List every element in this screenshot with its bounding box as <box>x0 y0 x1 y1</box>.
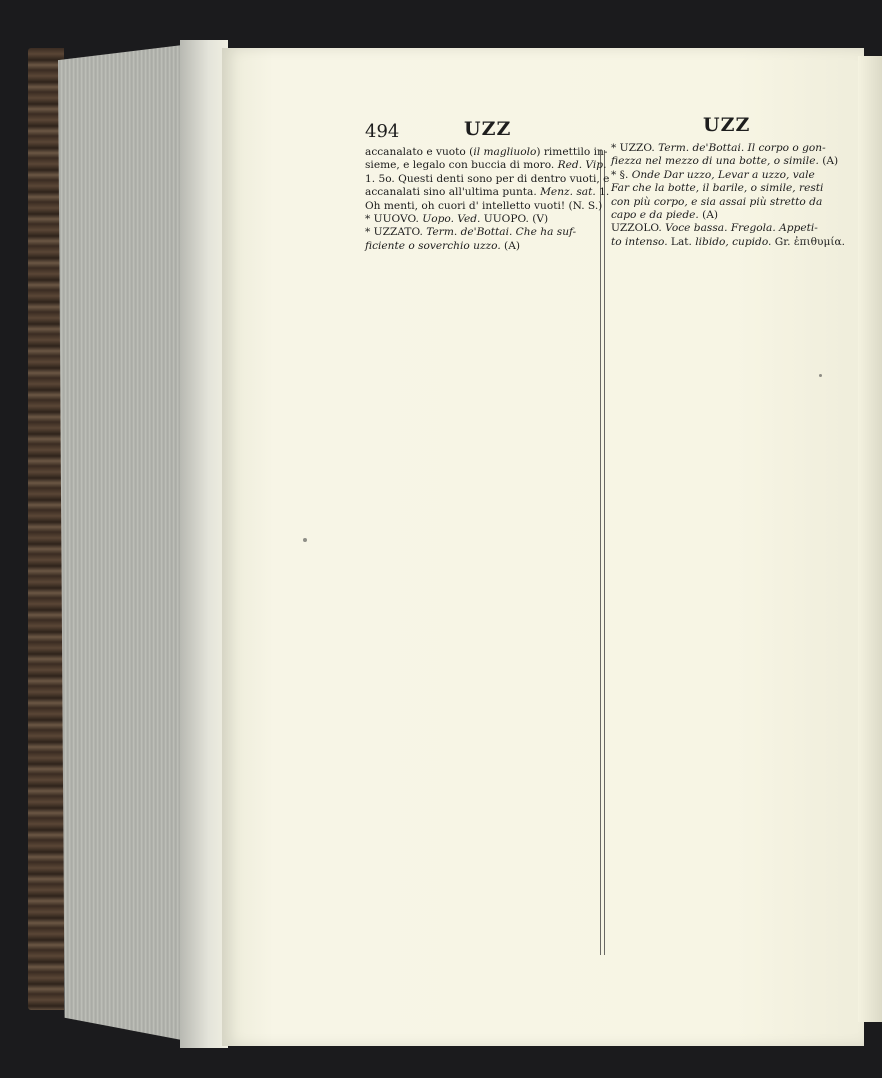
text-run: ficiente o soverchio uzzo. <box>365 239 501 252</box>
text-line <box>365 240 591 253</box>
book-cover-edge <box>28 48 64 1010</box>
running-head-right: UZZ <box>703 114 751 136</box>
running-head-left: UZZ <box>464 118 512 140</box>
text-run: sieme, e legalo con buccia di moro. <box>365 159 558 172</box>
text-line <box>611 142 834 155</box>
text-run: 1. 5o. Questi denti sono per di dentro vuoti, e <box>365 172 610 185</box>
text-run: * UZZO. <box>611 142 659 154</box>
text-line <box>611 209 834 222</box>
text-run: * §. <box>611 168 632 181</box>
text-run: capo e da piede. <box>611 209 699 222</box>
text-run: (A) <box>818 155 839 168</box>
text-run: Term. de'Bottai. Che ha suf- <box>426 226 577 239</box>
text-run: accanalato e vuoto ( <box>365 146 474 158</box>
facing-page-edge <box>858 56 882 1022</box>
text-run: Red. Vip. <box>557 159 607 172</box>
text-line <box>365 172 610 186</box>
text-line <box>611 235 846 249</box>
ink-speck <box>303 538 307 542</box>
text-line <box>365 186 610 199</box>
text-run: accanalati sino all'ultima punta. <box>365 186 541 199</box>
bleed-through-text-right <box>612 246 844 952</box>
text-run: * UUOVO. <box>365 213 423 226</box>
text-run: * UZZATO. <box>365 226 427 239</box>
text-run: fiezza nel mezzo di una botte, o simile. <box>611 155 819 168</box>
text-run: Uopo. Ved. <box>422 213 481 226</box>
page-number: 494 <box>365 121 400 142</box>
bleed-through-text-left <box>362 262 594 952</box>
text-line <box>611 169 834 182</box>
text-run: Far che la botte, il barile, o simile, resti <box>611 182 824 195</box>
text-run: UZZOLO. <box>611 222 666 235</box>
text-run: libido, cupido. <box>695 235 772 248</box>
text-run: Voce bassa. Fregola. Appeti- <box>665 222 818 235</box>
text-run: to intenso. <box>611 235 668 248</box>
column-divider <box>600 150 605 955</box>
text-run: UUOPO. (V) <box>480 213 549 226</box>
text-run: Onde Dar uzzo, Levar a uzzo, vale <box>631 168 815 181</box>
text-line <box>611 155 839 168</box>
text-line <box>365 159 607 172</box>
text-run: Term. de'Bottai. Il corpo o gon- <box>658 142 826 154</box>
text-run: ) rimettilo in- <box>536 146 608 158</box>
text-line <box>611 182 834 195</box>
text-line <box>611 196 834 209</box>
page-fore-edge <box>180 40 228 1048</box>
ink-speck <box>819 374 822 377</box>
text-line <box>365 146 608 159</box>
text-run: Gr. ἐπιθυμία. <box>771 235 846 248</box>
text-run: (A) <box>500 239 520 252</box>
text-line <box>611 222 834 235</box>
text-line <box>365 199 603 213</box>
text-line <box>365 213 591 226</box>
left-column-text <box>365 146 610 253</box>
text-line <box>365 226 591 239</box>
text-run: 1. <box>595 186 610 199</box>
text-run: (A) <box>698 209 719 222</box>
text-run: Menz. sat. <box>540 186 596 199</box>
text-run: il magliuolo <box>473 146 537 158</box>
right-column-text <box>611 142 846 249</box>
text-run: Oh menti, oh cuori d' intelletto vuoti! (N. S.) <box>365 199 603 212</box>
text-run: Lat. <box>667 235 696 248</box>
text-run: con più corpo, e sia assai più stretto da <box>611 195 823 208</box>
